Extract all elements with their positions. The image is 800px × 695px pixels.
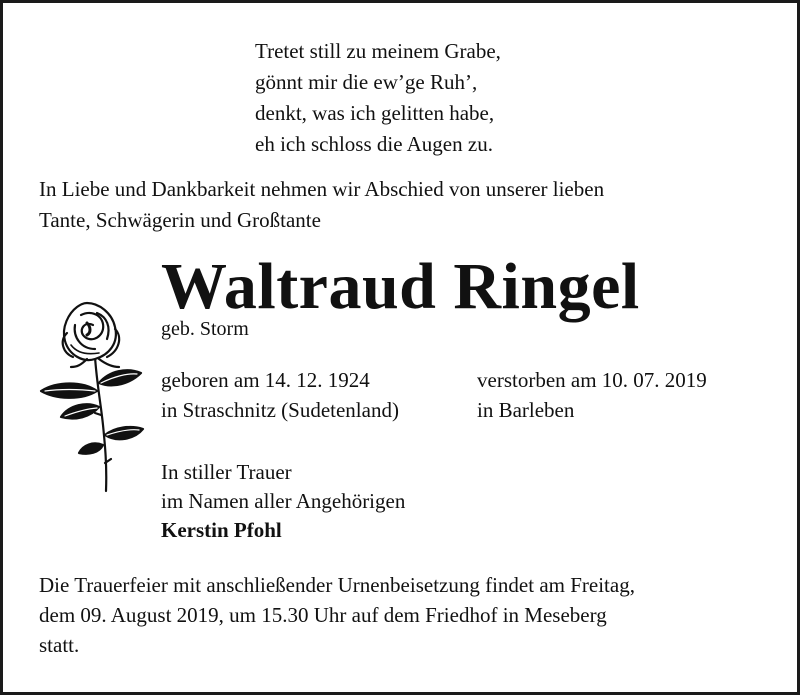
funeral-line-2: dem 09. August 2019, um 15.30 Uhr auf dem Friedhof in Meseberg (39, 603, 607, 627)
death-info (477, 365, 707, 425)
poem-line: Tretet still zu meinem Grabe, (255, 39, 501, 63)
poem (255, 36, 655, 160)
mourning-line-2: im Namen aller Angehörigen (161, 489, 406, 513)
poem-line: denkt, was ich gelitten habe, (255, 101, 495, 125)
birth-info (161, 365, 399, 425)
maiden-name: geb. Storm (161, 318, 249, 340)
poem-line: gönnt mir die ew’ge Ruh’, (255, 70, 478, 94)
funeral-line-1: Die Trauerfeier mit anschließender Urnenbeisetzung findet am Freitag, (39, 573, 635, 597)
birth-date: geboren am 14. 12. 1924 (161, 368, 370, 392)
intro-line-2: Tante, Schwägerin und Großtante (39, 208, 321, 232)
intro-line-1: In Liebe und Dankbarkeit nehmen wir Abschied von unserer lieben (39, 177, 605, 201)
funeral-info (39, 570, 771, 660)
mourning-line-1: In stiller Trauer (161, 460, 292, 484)
mourners-block (161, 458, 405, 545)
poem-line: eh ich schloss die Augen zu. (255, 132, 493, 156)
funeral-line-3: statt. (39, 633, 80, 657)
death-date: verstorben am 10. 07. 2019 (477, 368, 707, 392)
intro-text (39, 174, 769, 236)
birth-place: in Straschnitz (Sudetenland) (161, 398, 399, 422)
rose-icon (37, 295, 147, 495)
death-place: in Barleben (477, 398, 575, 422)
deceased-name: Waltraud Ringel (161, 250, 640, 323)
signer-name: Kerstin Pfohl (161, 518, 282, 542)
